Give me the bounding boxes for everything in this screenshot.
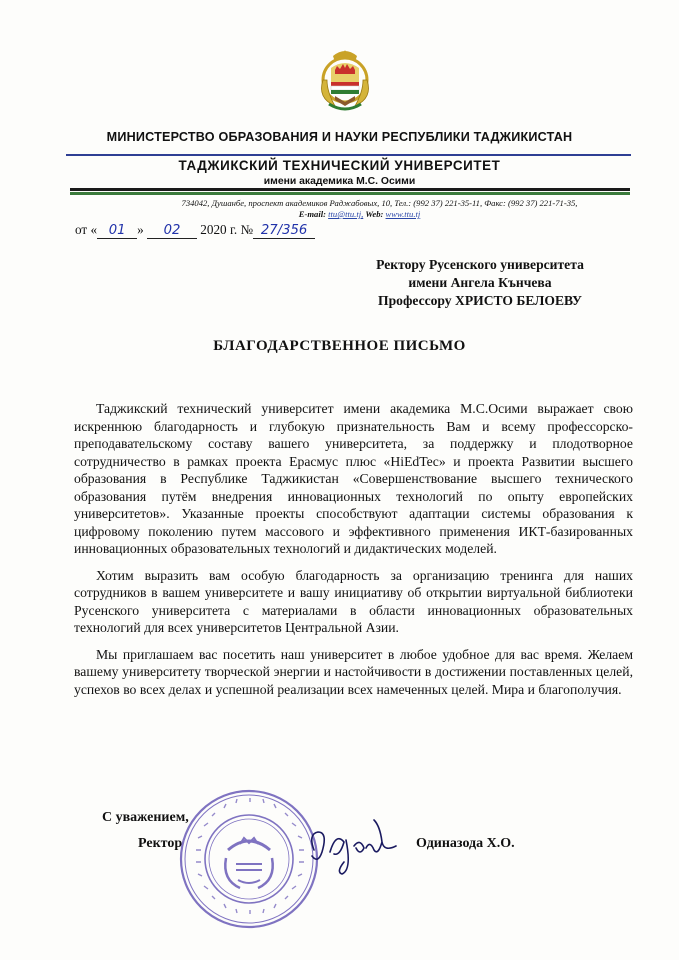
official-stamp-icon: [178, 788, 320, 930]
addressee-block: [330, 256, 630, 310]
signer-name: Одиназода Х.О.: [416, 836, 515, 851]
header-divider-green: [70, 192, 630, 195]
date-close-quote: »: [137, 222, 144, 237]
body-paragraph-1: Таджикский технический университет имени академика М.С.Осими выражает свою искреннюю благодарность и глубокую признательность Вам и всему профессорско-преподавательскому составу вашего университета, за поддержку и плодотворное сотрудничество в рамках проекта Ерасмус плюс «HiEdTec» и проекта Развитии высшего образования в Республике Таджикистан «Совершенствование высшего технического образования путём внедрения инновационных технологий по опыту европейских университетов». Указанные проекты способствуют адаптации системы образования к цифровому поколению путем массового и эффективного применения ИКТ-базированных инновационных образовательных технологий и дидактических моделей.: [74, 401, 633, 556]
university-name: ТАДЖИКСКИЙ ТЕХНИЧЕСКИЙ УНИВЕРСИТЕТ: [178, 158, 501, 173]
university-named-after: имени академика М.С. Осими: [263, 176, 416, 187]
addressee-line-2: имени Ангела Кънчева: [408, 275, 552, 290]
email-label: E-mail:: [298, 209, 326, 219]
document-number: 27/356: [253, 223, 315, 239]
email-link[interactable]: ttu@ttu.tj,: [328, 209, 364, 219]
body-paragraph-3: Мы приглашаем вас посетить наш университет в любое удобное для вас время. Желаем вашему университету творческой энергии и настойчивости в достижении поставленных целей, успехов во всех делах и успешной реализации всех намеченных целей. Мира и благополучия.: [74, 646, 633, 697]
address-line: 734042, Душанбе, проспект академиков Раджабовых, 10, Тел.: (992 37) 221-35-11, Факс: (992 37) 221-71-35,: [181, 198, 578, 208]
date-year: 2020 г. №: [200, 222, 254, 237]
closing-regards: С уважением,: [102, 810, 189, 825]
header-divider-blue: [66, 154, 631, 156]
date-day: 01: [97, 223, 137, 239]
contact-line: [0, 209, 679, 219]
date-prefix: от «: [75, 222, 98, 237]
letter-body: [74, 400, 633, 707]
date-month: 02: [147, 223, 197, 239]
web-label: Web:: [365, 209, 384, 219]
signer-position: Ректор: [138, 836, 183, 851]
header-divider-black: [70, 188, 630, 191]
addressee-line-3: Професcору ХРИСТО БЕЛОЕВУ: [378, 293, 582, 308]
body-paragraph-2: Хотим выразить вам особую благодарность за организацию тренинга для наших сотрудников в вашем университете и вашу инициативу об открытии виртуальной библиотеки Русенского университета с материалами в области инновационных образовательных технологий для всех университетов Центральной Азии.: [74, 567, 633, 635]
state-emblem-icon: [305, 40, 385, 120]
handwritten-signature-icon: [300, 812, 410, 882]
addressee-line-1: Ректору Русенского университета: [376, 257, 584, 272]
date-number-line: [75, 222, 315, 239]
ministry-name: МИНИСТЕРСТВО ОБРАЗОВАНИЯ И НАУКИ РЕСПУБЛИКИ ТАДЖИКИСТАН: [106, 130, 573, 144]
web-link[interactable]: www.ttu.tj: [385, 209, 421, 219]
letter-title: БЛАГОДАРСТВЕННОЕ ПИСЬМО: [213, 338, 466, 354]
